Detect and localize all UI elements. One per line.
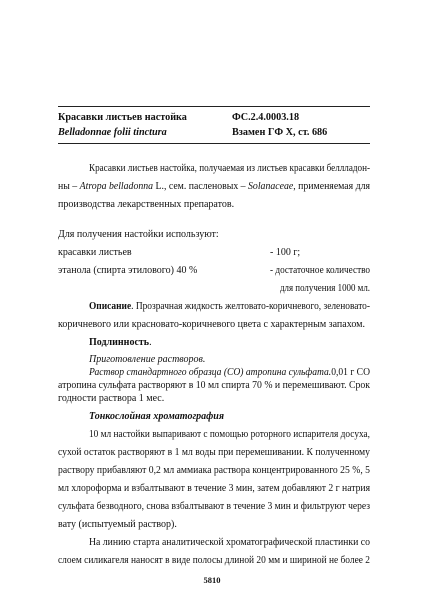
identity-heading: Подлинность bbox=[89, 337, 150, 348]
species-name: Atropa belladonna bbox=[79, 181, 154, 192]
monograph-code: ФС.2.4.0003.18 bbox=[232, 112, 300, 123]
description-line-1 bbox=[89, 300, 370, 313]
ingredient-amount: - 100 г; bbox=[270, 247, 301, 258]
identity-heading-dot: . bbox=[149, 337, 152, 348]
intro-text: L., сем. пасленовых – bbox=[153, 181, 249, 192]
standard-solution-line-1 bbox=[89, 366, 370, 379]
tlc-line-3: раствору прибавляют 0,2 мл аммиака раствора концентрированного 25 %, 5 bbox=[58, 465, 371, 476]
tlc-line-2: сухой остаток растворяют в 1 мл воды при перемешивании. К полученному bbox=[58, 447, 371, 458]
page-number: 5810 bbox=[203, 575, 221, 585]
description-line-2: коричневого или красновато-коричневого цвета с характерным запахом. bbox=[58, 319, 365, 330]
tlc-line-4: мл хлороформа и взбалтывают в течение 3 мин, затем добавляют 2 г натрия bbox=[58, 483, 371, 494]
intro-text: , применяемая для bbox=[293, 181, 371, 192]
composition-lead: Для получения настойки используют: bbox=[58, 229, 219, 240]
family-name: Solanaceae bbox=[248, 181, 294, 192]
solutions-subheading: Приготовление растворов. bbox=[89, 354, 206, 365]
tlc-line-6: вату (испытуемый раствор). bbox=[58, 519, 177, 530]
description-label: Описание bbox=[89, 301, 132, 312]
intro-line-2 bbox=[58, 180, 370, 193]
tlc-line-1: 10 мл настойки выпаривают с помощью роторного испарителя досуха, bbox=[89, 429, 370, 440]
tlc-para2-line-1: На линию старта аналитической хроматографической пластинки со bbox=[89, 537, 370, 548]
intro-line-3: производства лекарственных препаратов. bbox=[58, 199, 235, 210]
tlc-para2-line-2: слоем силикагеля наносят в виде полосы длиной 20 мм и шириной не более 2 bbox=[58, 555, 370, 566]
intro-line-1: Красавки листьев настойка, получаемая из листьев красавки беллладон- bbox=[89, 163, 371, 174]
ingredient-name: этанола (спирта этилового) 40 % bbox=[58, 265, 198, 276]
description-text: . Прозрачная жидкость желтовато-коричневого, зеленовато- bbox=[131, 301, 370, 312]
replaces-note: Взамен ГФ X, ст. 686 bbox=[232, 127, 328, 138]
ingredient-amount-cont: для получения 1000 мл. bbox=[280, 283, 370, 294]
identity-heading-line bbox=[89, 336, 152, 349]
header-top-rule bbox=[58, 106, 370, 107]
tlc-line-5: сульфата безводного, снова взбалтывают в течение 3 мин и фильтруют через bbox=[58, 501, 371, 512]
standard-solution-line-3: годности раствора 1 мес. bbox=[58, 393, 165, 404]
standard-solution-label: Раствор стандартного образца (СО) атропина сульфата. bbox=[89, 367, 332, 378]
standard-solution-text: 0,01 г СО bbox=[331, 367, 370, 378]
ingredient-amount: - достаточное количество bbox=[270, 265, 371, 276]
latin-title: Belladonnae folii tinctura bbox=[58, 127, 167, 138]
standard-solution-line-2: атропина сульфата растворяют в 10 мл спирта 70 % и перемешивают. Срок bbox=[58, 380, 371, 391]
header-bottom-rule bbox=[58, 143, 370, 144]
tlc-heading: Тонкослойная хроматография bbox=[89, 411, 224, 422]
monograph-title: Красавки листьев настойка bbox=[58, 112, 187, 123]
ingredient-name: красавки листьев bbox=[58, 247, 132, 258]
intro-text: ны – bbox=[58, 181, 80, 192]
